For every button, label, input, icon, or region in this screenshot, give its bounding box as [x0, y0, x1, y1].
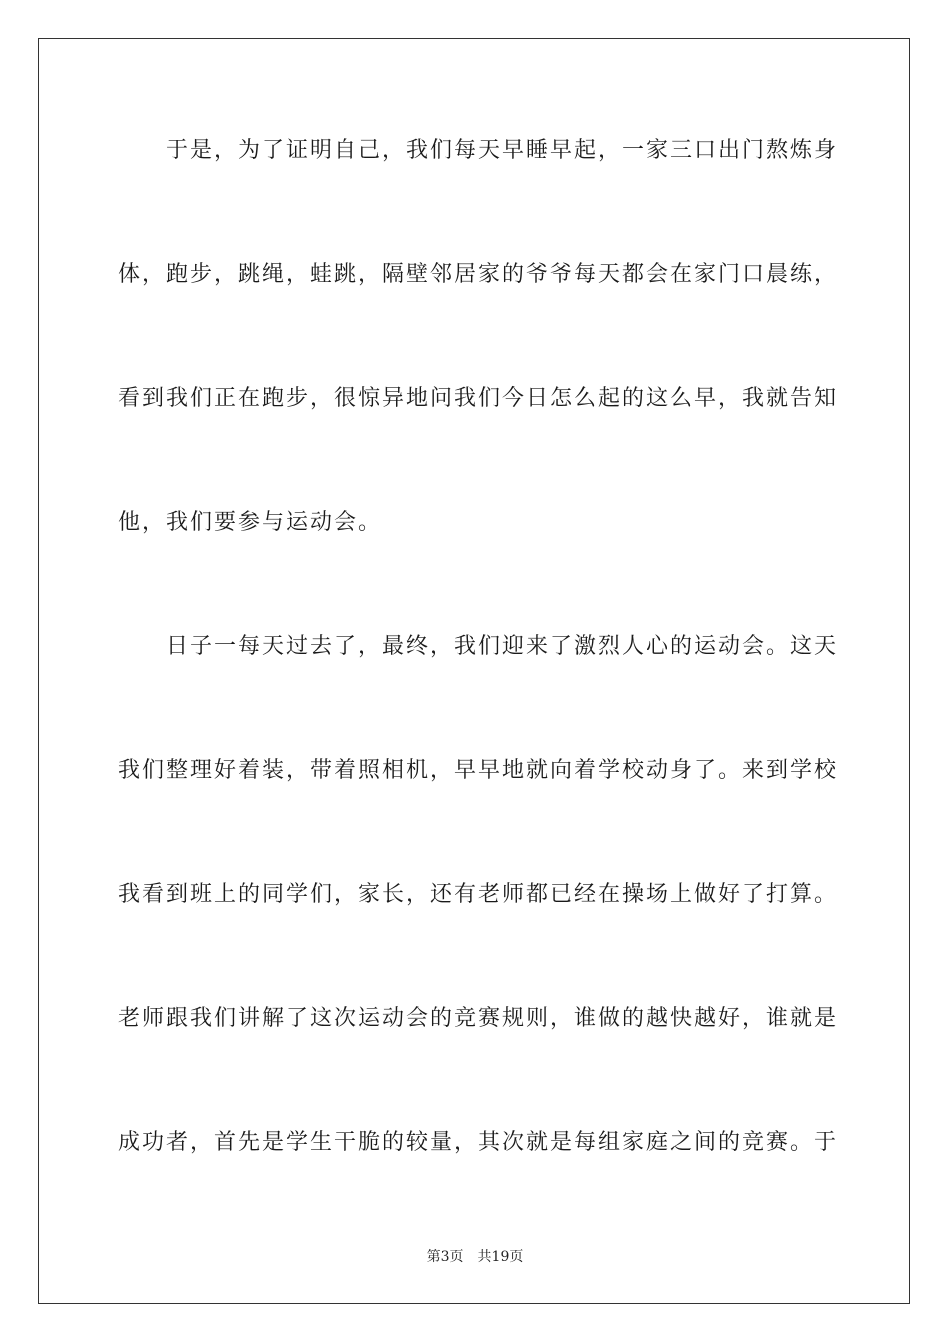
body-text-line: 我看到班上的同学们，家长，还有老师都已经在操场上做好了打算。 [118, 882, 839, 907]
total-pages: 共19页 [477, 1249, 524, 1265]
body-text-line: 日子一每天过去了，最终，我们迎来了激烈人心的运动会。这天 [118, 634, 839, 659]
body-text-line: 体，跑步，跳绳，蛙跳，隔壁邻居家的爷爷每天都会在家门口晨练， [118, 262, 839, 287]
page-footer [0, 1247, 950, 1267]
body-text-line: 看到我们正在跑步，很惊异地问我们今日怎么起的这么早，我就告知 [118, 386, 839, 411]
current-page-number: 第3页 [426, 1249, 464, 1265]
body-text-line: 老师跟我们讲解了这次运动会的竞赛规则，谁做的越快越好，谁就是 [118, 1006, 839, 1031]
body-text-line: 我们整理好着装，带着照相机，早早地就向着学校动身了。来到学校 [118, 758, 839, 783]
body-text-line: 他，我们要参与运动会。 [118, 510, 383, 535]
body-text-line: 成功者，首先是学生干脆的较量，其次就是每组家庭之间的竞赛。于 [118, 1130, 839, 1155]
body-text-line: 于是，为了证明自己，我们每天早睡早起，一家三口出门熬炼身 [118, 138, 839, 163]
page-border [38, 38, 910, 1304]
